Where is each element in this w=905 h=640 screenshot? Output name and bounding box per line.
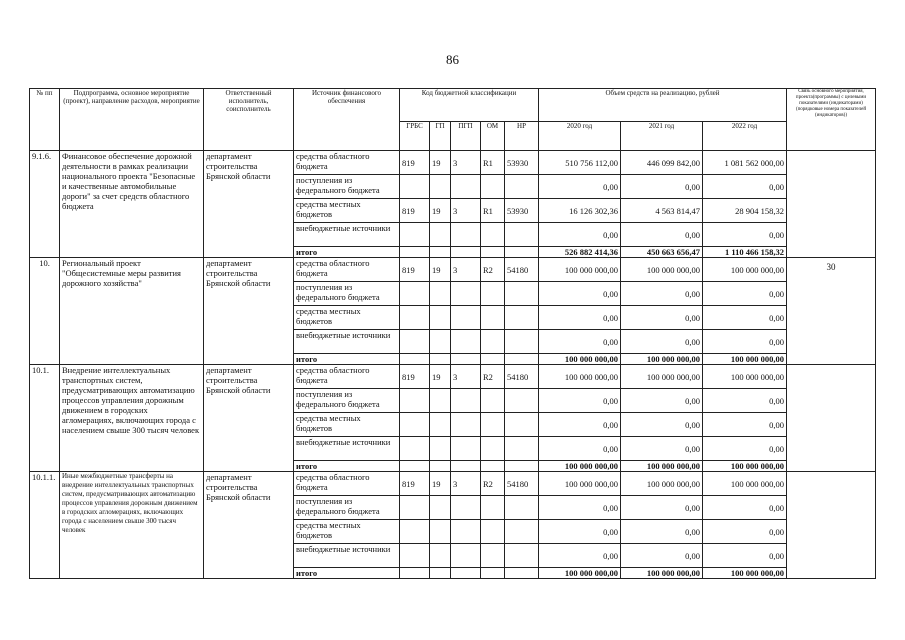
value-2022: 100 000 000,00	[703, 258, 787, 282]
kbk-om: R2	[481, 365, 505, 389]
value-2020: 0,00	[539, 389, 621, 413]
total-2020: 100 000 000,00	[539, 354, 621, 365]
value-2021: 0,00	[621, 282, 703, 306]
table-row	[30, 151, 876, 175]
value-2020: 0,00	[539, 437, 621, 461]
value-2022: 0,00	[703, 306, 787, 330]
value-2022: 0,00	[703, 223, 787, 247]
kbk-gp: 19	[430, 258, 451, 282]
value-2021: 100 000 000,00	[621, 365, 703, 389]
row-name: Финансовое обеспечение дорожной деятельности в рамках реализации национального проекта "Безопасные и качественные автомобильные дороги" за счет средств областного бюджета	[60, 151, 204, 258]
value-2021: 0,00	[621, 175, 703, 199]
kbk-pgp: 3	[451, 199, 481, 223]
value-2020: 0,00	[539, 520, 621, 544]
source-local: средства местных бюджетов	[294, 520, 400, 544]
total-2020: 100 000 000,00	[539, 461, 621, 472]
kbk-gp: 19	[430, 365, 451, 389]
table-row	[30, 472, 876, 496]
source-local: средства местных бюджетов	[294, 306, 400, 330]
header-om: ОМ	[481, 122, 505, 151]
source-offbudget: внебюджетные источники	[294, 544, 400, 568]
kbk-grbs: 819	[400, 258, 430, 282]
source-total: итого	[294, 568, 400, 579]
value-2022: 0,00	[703, 282, 787, 306]
kbk-np: 53930	[505, 199, 539, 223]
kbk-pgp: 3	[451, 365, 481, 389]
total-2021: 100 000 000,00	[621, 461, 703, 472]
row-link: 30	[787, 258, 876, 365]
source-regional: средства областного бюджета	[294, 258, 400, 282]
row-num: 10.1.1.	[30, 472, 60, 579]
header-kbk: Код бюджетной классификации	[400, 89, 539, 122]
source-federal: поступления из федерального бюджета	[294, 389, 400, 413]
source-total: итого	[294, 354, 400, 365]
source-regional: средства областного бюджета	[294, 472, 400, 496]
value-2021: 0,00	[621, 496, 703, 520]
value-2020: 0,00	[539, 223, 621, 247]
value-2021: 446 099 842,00	[621, 151, 703, 175]
source-total: итого	[294, 247, 400, 258]
source-local: средства местных бюджетов	[294, 413, 400, 437]
total-2021: 100 000 000,00	[621, 568, 703, 579]
header-link: Связь основного мероприятия, проекта(программы) с целевыми показателями (индикаторами) (порядковые номера показателей (индикаторов))	[787, 89, 876, 151]
source-federal: поступления из федерального бюджета	[294, 282, 400, 306]
value-2021: 0,00	[621, 437, 703, 461]
kbk-pgp: 3	[451, 258, 481, 282]
kbk-np: 54180	[505, 365, 539, 389]
kbk-np: 54180	[505, 472, 539, 496]
header-2020: 2020 год	[539, 122, 621, 151]
source-total: итого	[294, 461, 400, 472]
value-2022: 1 081 562 000,00	[703, 151, 787, 175]
page-number: 86	[446, 52, 459, 67]
value-2020: 100 000 000,00	[539, 365, 621, 389]
kbk-gp: 19	[430, 151, 451, 175]
value-2021: 0,00	[621, 389, 703, 413]
kbk-gp: 19	[430, 199, 451, 223]
value-2022: 0,00	[703, 389, 787, 413]
value-2020: 0,00	[539, 544, 621, 568]
header-grbs: ГРБС	[400, 122, 430, 151]
row-name: Внедрение интеллектуальных транспортных систем, предусматривающих автоматизацию процессов управления дорожным движением в городских агломерациях, включающих города с населением свыше 300 тысяч человек	[60, 365, 204, 472]
row-responsible: департамент строительства Брянской области	[204, 472, 294, 579]
header-2021: 2021 год	[621, 122, 703, 151]
source-offbudget: внебюджетные источники	[294, 223, 400, 247]
value-2021: 0,00	[621, 330, 703, 354]
value-2020: 100 000 000,00	[539, 472, 621, 496]
value-2021: 0,00	[621, 223, 703, 247]
kbk-pgp: 3	[451, 472, 481, 496]
kbk-om: R1	[481, 199, 505, 223]
header-responsible: Ответственный исполнитель, соисполнитель	[204, 89, 294, 151]
value-2021: 0,00	[621, 413, 703, 437]
value-2022: 100 000 000,00	[703, 365, 787, 389]
source-regional: средства областного бюджета	[294, 365, 400, 389]
header-pgp: ПГП	[451, 122, 481, 151]
total-2021: 100 000 000,00	[621, 354, 703, 365]
source-offbudget: внебюджетные источники	[294, 437, 400, 461]
row-responsible: департамент строительства Брянской области	[204, 365, 294, 472]
value-2021: 0,00	[621, 520, 703, 544]
row-num: 10.	[30, 258, 60, 365]
value-2020: 0,00	[539, 413, 621, 437]
total-2022: 100 000 000,00	[703, 568, 787, 579]
value-2022: 0,00	[703, 413, 787, 437]
value-2021: 0,00	[621, 306, 703, 330]
value-2021: 0,00	[621, 544, 703, 568]
kbk-om: R2	[481, 472, 505, 496]
table-row	[30, 258, 876, 282]
header-gp: ГП	[430, 122, 451, 151]
total-2022: 100 000 000,00	[703, 461, 787, 472]
table-row	[30, 365, 876, 389]
header-num: № пп	[30, 89, 60, 151]
kbk-gp: 19	[430, 472, 451, 496]
value-2021: 4 563 814,47	[621, 199, 703, 223]
row-responsible: департамент строительства Брянской области	[204, 151, 294, 258]
total-2022: 100 000 000,00	[703, 354, 787, 365]
row-link	[787, 365, 876, 472]
budget-table	[29, 88, 876, 579]
kbk-grbs: 819	[400, 151, 430, 175]
value-2022: 28 904 158,32	[703, 199, 787, 223]
value-2022: 100 000 000,00	[703, 472, 787, 496]
value-2020: 100 000 000,00	[539, 258, 621, 282]
header-2022: 2022 год	[703, 122, 787, 151]
kbk-grbs: 819	[400, 365, 430, 389]
header-np: НР	[505, 122, 539, 151]
kbk-om: R2	[481, 258, 505, 282]
value-2020: 0,00	[539, 496, 621, 520]
kbk-om: R1	[481, 151, 505, 175]
row-num: 9.1.6.	[30, 151, 60, 258]
value-2020: 16 126 302,36	[539, 199, 621, 223]
source-local: средства местных бюджетов	[294, 199, 400, 223]
row-name: Иные межбюджетные трансферты на внедрение интеллектуальных транспортных систем, предусматривающих автоматизацию процессов управления дорожным движением в городских агломерациях, включающих города с населением свыше 300 тысяч человек	[60, 472, 204, 579]
total-2021: 450 663 656,47	[621, 247, 703, 258]
source-federal: поступления из федерального бюджета	[294, 175, 400, 199]
source-regional: средства областного бюджета	[294, 151, 400, 175]
row-responsible: департамент строительства Брянской области	[204, 258, 294, 365]
total-2020: 526 882 414,36	[539, 247, 621, 258]
value-2021: 100 000 000,00	[621, 258, 703, 282]
header-name: Подпрограмма, основное мероприятие (проект), направление расходов, мероприятие	[60, 89, 204, 151]
value-2020: 510 756 112,00	[539, 151, 621, 175]
kbk-np: 53930	[505, 151, 539, 175]
value-2022: 0,00	[703, 437, 787, 461]
value-2020: 0,00	[539, 330, 621, 354]
row-num: 10.1.	[30, 365, 60, 472]
kbk-grbs: 819	[400, 199, 430, 223]
value-2021: 100 000 000,00	[621, 472, 703, 496]
value-2022: 0,00	[703, 175, 787, 199]
header-source: Источник финансового обеспечения	[294, 89, 400, 151]
source-federal: поступления из федерального бюджета	[294, 496, 400, 520]
value-2022: 0,00	[703, 544, 787, 568]
total-2020: 100 000 000,00	[539, 568, 621, 579]
value-2022: 0,00	[703, 520, 787, 544]
row-link	[787, 151, 876, 258]
value-2022: 0,00	[703, 496, 787, 520]
value-2020: 0,00	[539, 175, 621, 199]
value-2020: 0,00	[539, 282, 621, 306]
value-2022: 0,00	[703, 330, 787, 354]
row-name: Региональный проект "Общесистемные меры развития дорожного хозяйства"	[60, 258, 204, 365]
header-volume: Объем средств на реализацию, рублей	[539, 89, 787, 122]
source-offbudget: внебюджетные источники	[294, 330, 400, 354]
total-2022: 1 110 466 158,32	[703, 247, 787, 258]
kbk-np: 54180	[505, 258, 539, 282]
value-2020: 0,00	[539, 306, 621, 330]
kbk-grbs: 819	[400, 472, 430, 496]
row-link	[787, 472, 876, 579]
kbk-pgp: 3	[451, 151, 481, 175]
